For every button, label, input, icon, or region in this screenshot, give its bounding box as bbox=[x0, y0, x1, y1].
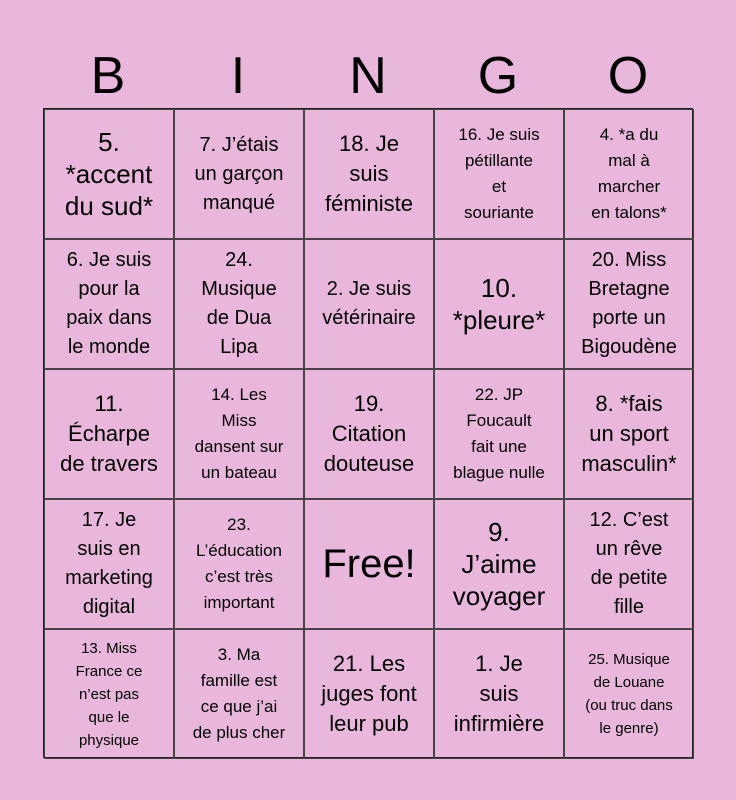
cell-text: 5. *accent du sud* bbox=[64, 127, 154, 221]
cell-text: 9. J’aime voyager bbox=[452, 517, 546, 611]
cell-text: 21. Les juges font leur pub bbox=[321, 651, 417, 736]
free-space[interactable] bbox=[304, 499, 434, 629]
bingo-cell[interactable] bbox=[564, 369, 694, 499]
cell-text: 20. Miss Bretagne porte un Bigoudène bbox=[581, 249, 677, 358]
cell-text: 13. Miss France ce n’est pas que le physique bbox=[75, 639, 143, 749]
cell-text: 10. *pleure* bbox=[452, 273, 546, 335]
bingo-cell[interactable] bbox=[44, 629, 174, 759]
bingo-cell[interactable] bbox=[564, 239, 694, 369]
cell-text: 12. C’est un rêve de petite fille bbox=[589, 509, 669, 618]
bingo-cell[interactable] bbox=[304, 369, 434, 499]
cell-text: 11. Écharpe de travers bbox=[60, 391, 158, 476]
cell-text: 24. Musique de Dua Lipa bbox=[201, 249, 277, 358]
header-letter-g: G bbox=[477, 47, 519, 105]
bingo-cell[interactable] bbox=[434, 239, 564, 369]
bingo-cell[interactable] bbox=[434, 629, 564, 759]
cell-text: 14. Les Miss dansent sur un bateau bbox=[194, 385, 284, 482]
bingo-cell[interactable] bbox=[44, 369, 174, 499]
cell-text: 4. *a du mal à marcher en talons* bbox=[591, 125, 667, 222]
cell-text: 1. Je suis infirmière bbox=[453, 651, 545, 736]
cell-text: 16. Je suis pétillante et souriante bbox=[458, 125, 540, 222]
bingo-header bbox=[43, 44, 693, 108]
header-letter-b: B bbox=[90, 47, 126, 105]
cell-text: 23. L’éducation c’est très important bbox=[195, 515, 283, 612]
bingo-cell[interactable] bbox=[174, 629, 304, 759]
bingo-cell[interactable] bbox=[44, 499, 174, 629]
bingo-cell[interactable] bbox=[304, 239, 434, 369]
bingo-cell[interactable] bbox=[304, 109, 434, 239]
bingo-cell[interactable] bbox=[44, 239, 174, 369]
header-letter-n: N bbox=[349, 47, 387, 105]
cell-text: 3. Ma famille est ce que j’ai de plus cher bbox=[192, 645, 286, 742]
bingo-cell[interactable] bbox=[434, 499, 564, 629]
cell-text: 22. JP Foucault fait une blague nulle bbox=[453, 385, 545, 482]
bingo-cell[interactable] bbox=[304, 629, 434, 759]
cell-text: 7. J’étais un garçon manqué bbox=[194, 133, 284, 214]
cell-text: 6. Je suis pour la paix dans le monde bbox=[66, 249, 152, 358]
bingo-cell[interactable] bbox=[174, 499, 304, 629]
cell-text: 8. *fais un sport masculin* bbox=[581, 391, 677, 476]
bingo-cell[interactable] bbox=[174, 369, 304, 499]
free-space-text: Free! bbox=[322, 542, 416, 586]
bingo-cell[interactable] bbox=[44, 109, 174, 239]
bingo-cell[interactable] bbox=[564, 109, 694, 239]
cell-text: 18. Je suis féministe bbox=[324, 131, 414, 216]
bingo-cell[interactable] bbox=[174, 109, 304, 239]
bingo-cell[interactable] bbox=[564, 629, 694, 759]
header-letter-i: I bbox=[230, 47, 246, 105]
bingo-grid bbox=[43, 108, 693, 758]
cell-text: 19. Citation douteuse bbox=[323, 391, 415, 476]
bingo-cell[interactable] bbox=[434, 109, 564, 239]
cell-text: 17. Je suis en marketing digital bbox=[65, 509, 153, 618]
bingo-cell[interactable] bbox=[434, 369, 564, 499]
header-letter-o: O bbox=[607, 47, 649, 105]
cell-text: 2. Je suis vétérinaire bbox=[322, 278, 416, 329]
bingo-cell[interactable] bbox=[174, 239, 304, 369]
cell-text: 25. Musique de Louane (ou truc dans le genre) bbox=[585, 651, 673, 737]
bingo-cell[interactable] bbox=[564, 499, 694, 629]
